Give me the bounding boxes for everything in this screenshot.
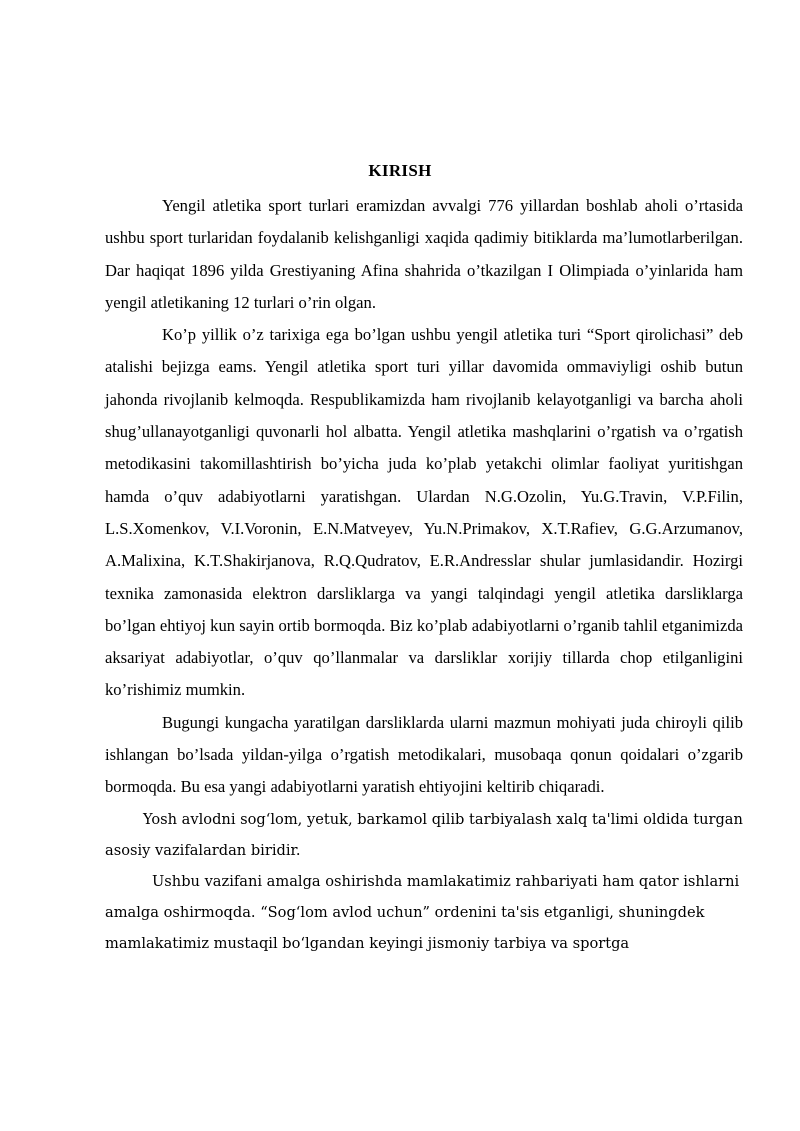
paragraph-textbooks: Bugungi kungacha yaratilgan darsliklarda ularni mazmun mohiyati juda chiroyli qilib ishlangan bo’lsada yildan-yilga o’rgatish metodikalari, musobaqa qonun qoidalari o’zgarib bormoqda. Bu esa yangi adabiyotlarni yaratish ehtiyojini keltirib chiqaradi. [105,712,743,797]
document-body [105,190,743,960]
paragraph-sport-queen: Ko’p yillik o’z tarixiga ega bo’lgan ushbu yengil atletika turi “Sport qirolichasi” deb atalishi bejizga eams. Yengil atletika sport turi yillar davomida ommaviyligi oshib butun jahonda rivojlanib kelmoqda. Respublikamizda ham rivojlanib kelayotganligi va barcha aholi shug’ullanayotganligi quvonarli hol albatta. Yengil atletika mashqlarini o’rgatish va o’rgatish metodikasini takomillashtirish bo’yicha juda ko’plab yetakchi olimlar faoliyat yuritishgan hamda o’quv adabiyotlarni yaratishgan. Ulardan N.G.Ozolin, Yu.G.Travin, V.P.Filin, L.S.Xomenkov, V.I.Voronin, E.N.Matveyev, Yu.N.Primakov, X.T.Rafiev, G.G.Arzumanov, A.Malixina, K.T.Shakirjanova, R.Q.Qudratov, E.R.Andresslar shular jumlasidandir. Hozirgi texnika zamonasida elektron darsliklarga va yangi talqindagi yengil atletika darsliklarga bo’lgan ehtiyoj kun sayin ortib bormoqda. Biz ko’plab adabiyotlarni o’rganib tahlil etganimizda aksariyat adabiyotlar, o’quv qo’llanmalar va darsliklar xorijiy tillarda chop etilganligini ko’rishimiz mumkin. [105,325,743,700]
paragraph-young-generation: Yosh avlodni sog‘lom, yetuk, barkamol qilib tarbiyalash xalq ta'limi oldida turgan asosiy vazifalardan biridir. [105,810,743,859]
page-title: KIRISH [368,161,432,180]
paragraph-state-measures: Ushbu vazifani amalga oshirishda mamlakatimiz rahbariyati ham qator ishlarni amalga oshirmoqda. “Sog‘lom avlod uchun” ordenini ta'sis etganligi, shuningdek mamlakatimiz mustaqil bo‘lgandan keyingi jismoniy tarbiya va sportga [105,873,740,953]
paragraph-history: Yengil atletika sport turlari eramizdan avvalgi 776 yillardan boshlab aholi o’rtasida ushbu sport turlaridan foydalanib kelishganligi xaqida qadimiy bitiklarda ma’lumotlarberilgan. Dar haqiqat 1896 yilda Grestiyaning Afina shahrida o’tkazilgan I Olimpiada o’yinlarida ham yengil atletikaning 12 turlari o’rin olgan. [105,196,743,312]
